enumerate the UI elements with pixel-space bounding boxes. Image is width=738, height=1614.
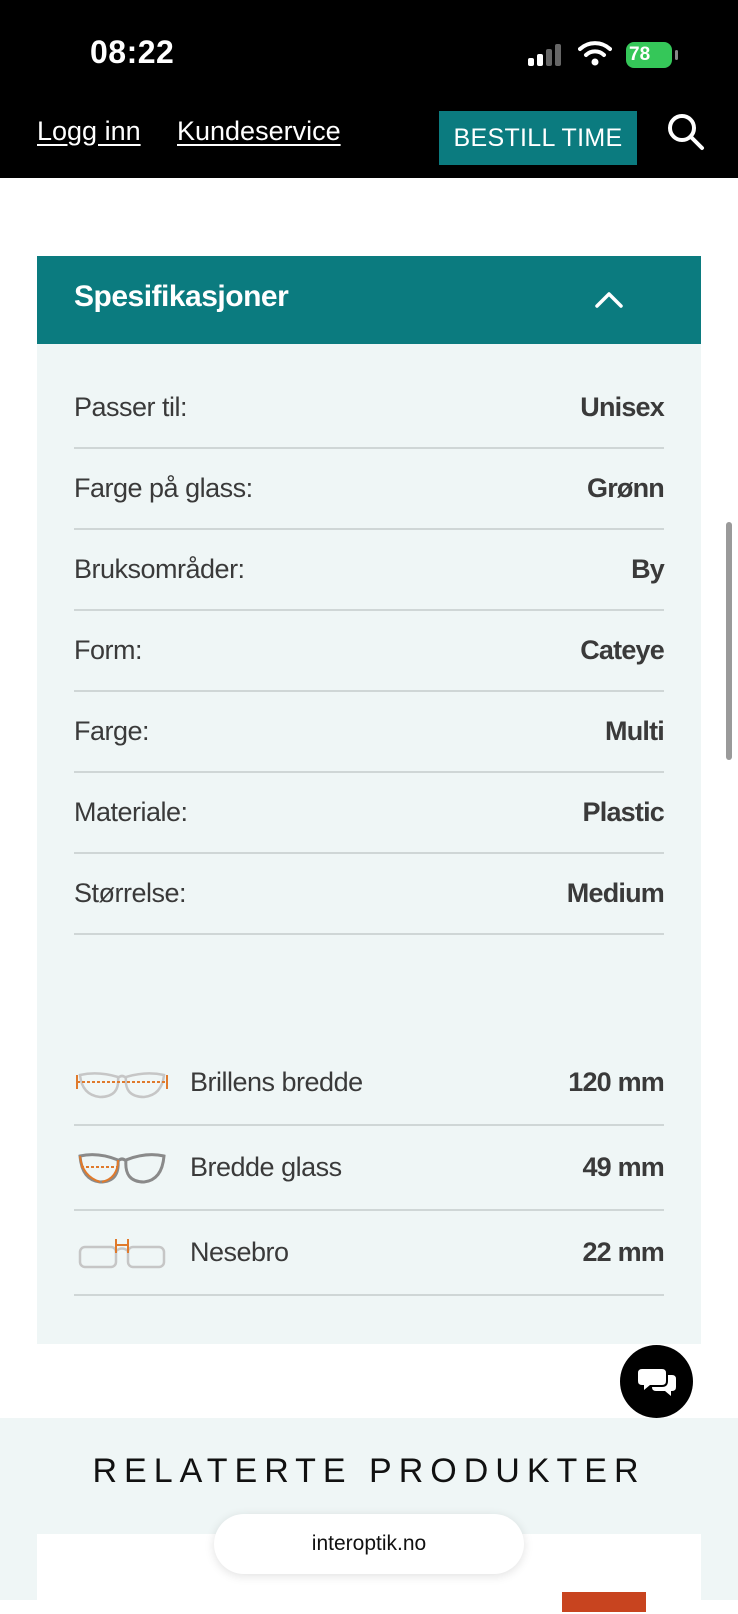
measurement-row xyxy=(74,1211,664,1296)
measurement-label: Brillens bredde xyxy=(190,1067,363,1097)
measurement-value: 22 mm xyxy=(582,1237,664,1267)
measurement-row xyxy=(74,1126,664,1211)
frame-width-icon xyxy=(74,1063,170,1103)
battery-level: 78 xyxy=(629,44,651,65)
specifications-header[interactable] xyxy=(37,256,701,344)
wifi-icon xyxy=(578,40,612,66)
cellular-signal-icon xyxy=(528,44,561,66)
login-link[interactable]: Logg inn xyxy=(37,116,141,146)
measurement-list xyxy=(74,1041,664,1296)
spec-label: Materiale: xyxy=(74,797,188,827)
spec-row xyxy=(74,611,664,692)
spec-row xyxy=(74,773,664,854)
spec-value: Unisex xyxy=(580,392,664,422)
measurement-label: Bredde glass xyxy=(190,1152,342,1182)
spec-value: Cateye xyxy=(580,635,664,665)
book-appointment-button[interactable]: BESTILL TIME xyxy=(439,111,637,165)
spec-row xyxy=(74,449,664,530)
spec-row xyxy=(74,692,664,773)
page-scrollbar[interactable] xyxy=(726,522,732,760)
lens-width-icon xyxy=(74,1148,170,1188)
spec-row xyxy=(74,854,664,935)
status-time: 08:22 xyxy=(90,34,175,70)
spec-label: Bruksområder: xyxy=(74,554,245,584)
spec-value: Plastic xyxy=(582,797,664,827)
spec-row xyxy=(74,530,664,611)
customer-service-link[interactable]: Kundeservice xyxy=(177,116,341,146)
spec-value: Grønn xyxy=(587,473,664,503)
measurement-label: Nesebro xyxy=(190,1237,289,1267)
spec-list xyxy=(74,368,664,935)
chat-icon xyxy=(638,1365,676,1397)
measurement-value: 120 mm xyxy=(568,1067,664,1097)
spec-label: Størrelse: xyxy=(74,878,187,908)
product-badge xyxy=(562,1592,646,1612)
search-icon[interactable] xyxy=(666,112,706,152)
chevron-up-icon[interactable] xyxy=(593,284,625,316)
nose-bridge-icon xyxy=(74,1233,170,1273)
specifications-panel xyxy=(37,256,701,1344)
battery-icon xyxy=(626,42,672,68)
spec-row xyxy=(74,368,664,449)
spec-label: Farge på glass: xyxy=(74,473,253,503)
status-bar xyxy=(0,0,738,104)
chat-button[interactable] xyxy=(620,1345,693,1418)
measurement-row xyxy=(74,1041,664,1126)
related-products-title: RELATERTE PRODUKTER xyxy=(92,1452,646,1490)
spec-value: By xyxy=(631,554,664,584)
specifications-title: Spesifikasjoner xyxy=(74,280,289,313)
spec-value: Multi xyxy=(605,716,664,746)
top-navigation xyxy=(0,104,738,178)
spec-label: Form: xyxy=(74,635,142,665)
spec-label: Farge: xyxy=(74,716,150,746)
spec-label: Passer til: xyxy=(74,392,188,422)
spec-value: Medium xyxy=(566,878,664,908)
measurement-value: 49 mm xyxy=(582,1152,664,1182)
browser-url-bar[interactable]: interoptik.no xyxy=(214,1514,524,1574)
